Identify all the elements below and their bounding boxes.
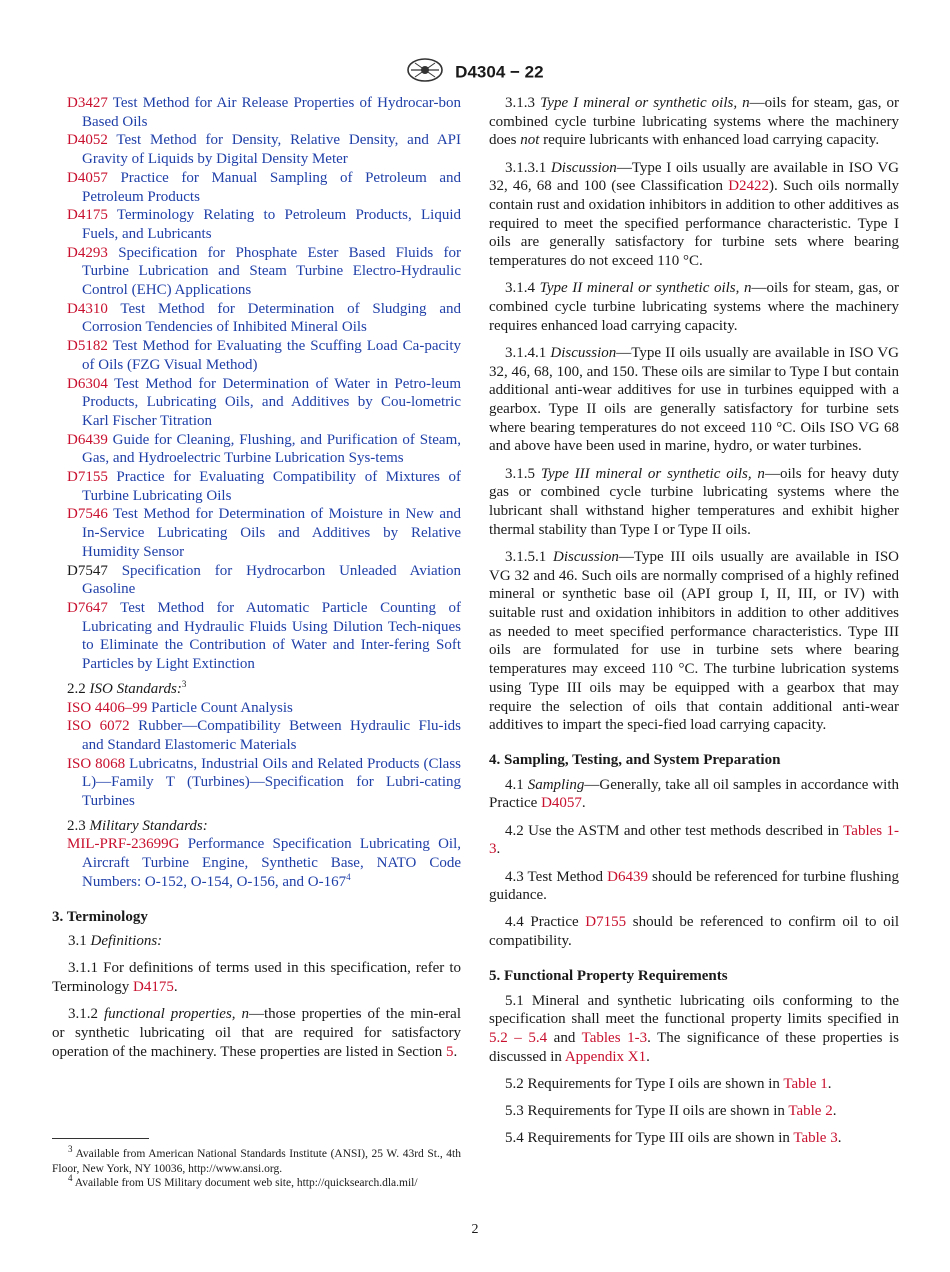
reference-title[interactable]: Test Method for Air Release Properties of Hydrocar-bon Based Oils <box>82 95 461 130</box>
reference-code[interactable]: D4310 <box>67 300 108 317</box>
reference-title[interactable]: Practice for Manual Sampling of Petroleum and Petroleum Products <box>82 169 461 205</box>
section-3-title: 3. Terminology <box>52 908 148 925</box>
table-link[interactable]: Tables 1-3 <box>489 822 899 858</box>
para-3-1-5: 3.1.5 Type III mineral or synthetic oils, n—oils for heavy duty gas or combined cycle turbine lubricating systems where the lubricant shall withstand higher temperatures and exhibit higher thermal stability than Type I or Type II oils. <box>489 465 900 538</box>
para-3-1-5-1: 3.1.5.1 Discussion—Type III oils usually are available in ISO VG 32 and 46. Such oils are normally comprised of a highly refined mineral or synthetic base oil (API group I, II, III, or IV) with suitable rust and oxidation inhibitors in addition to other additives as needed to meet specified performance characteristics. Type III oils are formulated for use in turbine sets where bearing temperatures may exceed 110 °C. The turbine lubrication systems using Type III oils may be equipped with a gearbox that may require the selection of oils that contain additional anti-wear additives to impart the speci-fied load carrying capacity. <box>489 548 899 734</box>
reference-item <box>52 835 461 891</box>
reference-title[interactable]: Particle Count Analysis <box>151 699 293 716</box>
iso-standards-heading: 2.2 ISO Standards:$^3$ <box>67 678 187 697</box>
reference-code: D7547 <box>67 562 108 579</box>
para-3-1-4-1: 3.1.4.1 Discussion—Type II oils usually are available in ISO VG 32, 46, 68, 100, and 150. These oils are similar to Type I but contain additional anti-wear additives for use in turbines equipped with a gearbox. Type II oils are generally satisfactory for turbine sets where bearing temperatures do not exceed 110 °C. Oils ISO VG 68 and above have been used in marine, hydro, or water turbines. <box>489 344 899 455</box>
footnote-divider <box>52 1138 149 1139</box>
reference-code[interactable]: ISO 4406–99 <box>67 699 148 716</box>
reference-code[interactable]: ISO 6072 <box>67 718 130 735</box>
reference-code[interactable]: D4052 <box>67 132 108 149</box>
reference-title[interactable]: Test Method for Determination of Water in Petro-leum Products, Lubricating Oils, and Additives by Cou-lometric Karl Fischer Titration <box>82 375 461 429</box>
ref-link[interactable]: D6439 <box>607 868 648 885</box>
reference-title[interactable]: Test Method for Determination of Sludging and Corrosion Tendencies of Inhibited Mineral Oils <box>82 300 462 336</box>
table-link[interactable]: Table 3 <box>793 1130 838 1147</box>
reference-item <box>52 699 461 718</box>
reference-item <box>52 300 461 337</box>
reference-item <box>52 131 461 168</box>
military-standards-heading: 2.3 Military Standards: <box>67 817 208 834</box>
ref-link[interactable]: D4057 <box>541 795 582 812</box>
table-link[interactable]: Tables 1-3 <box>581 1029 648 1046</box>
reference-code[interactable]: D4175 <box>67 207 108 224</box>
para-5-1: 5.1 Mineral and synthetic lubricating oils conforming to the specification shall meet the functional property limits specified in 5.2 – 5.4 and Tables 1-3. The significance of these properties is discussed in Appendix X1. <box>489 992 899 1065</box>
reference-code[interactable]: D7546 <box>67 506 108 523</box>
page-number: 2 <box>471 1222 479 1237</box>
right-column <box>489 94 899 1156</box>
reference-code[interactable]: MIL-PRF-23699G <box>67 836 180 853</box>
para-4-1: 4.1 Sampling—Generally, take all oil samples in accordance with Practice D4057. <box>489 776 899 812</box>
reference-code[interactable]: D7155 <box>67 469 108 486</box>
reference-item <box>52 505 461 561</box>
reference-item <box>52 337 461 374</box>
footnote: $^4$ Available from US Military document web site, http://quicksearch.dla.mil/ <box>68 1173 418 1189</box>
footnote-ref[interactable]: 4 <box>346 871 351 882</box>
reference-title[interactable]: Performance Specification Lubricating Oil, Aircraft Turbine Engine, Synthetic Base, NATO Code Numbers: O-152, O-154, O-156, and O-167 <box>82 836 461 890</box>
reference-item <box>52 599 461 674</box>
reference-item <box>52 206 461 243</box>
para-3-1-1: 3.1.1 For definitions of terms used in this specification, refer to Terminology D4175. <box>52 960 461 996</box>
reference-item <box>52 94 461 131</box>
para-4-2: 4.2 Use the ASTM and other test methods described in Tables 1-3. <box>489 822 899 858</box>
reference-item <box>52 375 461 431</box>
para-4-3: 4.3 Test Method D6439 should be referenced for turbine flushing guidance. <box>489 868 899 904</box>
reference-item <box>52 468 461 505</box>
para-3-1: 3.1 Definitions: <box>68 933 163 950</box>
reference-code[interactable]: ISO 8068 <box>67 755 126 772</box>
reference-code[interactable]: D4057 <box>67 169 108 186</box>
reference-title[interactable]: Practice for Evaluating Compatibility of Mixtures of Turbine Lubricating Oils <box>82 469 462 504</box>
para-3-1-4: 3.1.4 Type II mineral or synthetic oils, n—oils for steam, gas, or combined cycle turbine lubricating systems where the machinery requires enhanced load carrying capacity. <box>489 280 900 334</box>
reference-title[interactable]: Specification for Phosphate Ester Based Fluids for Turbine Lubrication and Steam Turbine Electro-Hydraulic Control (EHC) Applications <box>82 244 461 299</box>
table-link[interactable]: Table 2 <box>788 1103 833 1120</box>
reference-code[interactable]: D6439 <box>67 431 108 448</box>
table-link[interactable]: Table 1 <box>783 1075 828 1092</box>
reference-title[interactable]: Rubber—Compatibility Between Hydraulic Flu-ids and Standard Elastomeric Materials <box>82 718 462 753</box>
reference-code[interactable]: D4293 <box>67 244 108 261</box>
reference-title[interactable]: Test Method for Determination of Moisture in New and In-Service Lubricating Oils and Additives by Relative Humidity Sensor <box>82 506 461 560</box>
para-3-1-2: 3.1.2 functional properties, n—those properties of the min-eral or synthetic lubricating oil that are required for satisfactory operation of the machinery. These properties are listed in Section 5. <box>52 1006 462 1060</box>
document-designation: D4304 − 22 <box>455 62 544 82</box>
reference-item <box>52 562 461 599</box>
para-4-4: 4.4 Practice D7155 should be referenced to confirm oil to oil compatibility. <box>489 914 899 950</box>
reference-code[interactable]: D3427 <box>67 95 108 111</box>
astm-logo-icon <box>406 57 444 88</box>
para-5-2: 5.2 Requirements for Type I oils are shown in Table 1. <box>505 1075 832 1092</box>
ref-link[interactable]: D4175 <box>133 979 174 996</box>
reference-title[interactable]: Guide for Cleaning, Flushing, and Purification of Steam, Gas, and Hydroelectric Turbine Lubrication Sys-tems <box>82 431 461 467</box>
section-5-title: 5. Functional Property Requirements <box>489 967 728 984</box>
section-link[interactable]: 5.2 – 5.4 <box>489 1029 548 1046</box>
reference-title[interactable]: Test Method for Evaluating the Scuffing Load Ca-pacity of Oils (FZG Visual Method) <box>82 338 461 373</box>
reference-title[interactable]: Test Method for Automatic Particle Counting of Lubricating and Hydraulic Fluids Using Dilution Tech-niques to Eliminate the Contribution of Water and Inter-fering Soft Particles by Light Extinction <box>82 599 461 673</box>
left-column <box>52 94 461 1070</box>
section-link[interactable]: 5 <box>446 1043 454 1060</box>
reference-title[interactable]: Test Method for Density, Relative Density, and API Gravity of Liquids by Digital Density Meter <box>82 132 461 168</box>
para-3-1-3-1: 3.1.3.1 Discussion—Type I oils usually are available in ISO VG 32, 46, 68 and 100 (see Classification D2422). Such oils normally contain rust and oxidation inhibitors in addition to other additives as required to meet the specified performance characteristic. Type I oils are generally satisfactory for turbine sets where bearing temperatures do not exceed 110 °C. <box>489 159 900 270</box>
para-5-4: 5.4 Requirements for Type III oils are shown in Table 3. <box>505 1130 842 1147</box>
reference-code[interactable]: D5182 <box>67 338 108 355</box>
footnote: $^3$ Available from American National Standards Institute (ANSI), 25 W. 43rd St., 4th Floor, New York, NY 10036, http://www.ansi.org. <box>52 1144 461 1175</box>
appendix-link[interactable]: Appendix X1 <box>564 1048 647 1065</box>
reference-code[interactable]: D7647 <box>67 599 108 616</box>
iso-reference-list <box>52 699 461 811</box>
reference-title[interactable]: Specification for Hydrocarbon Unleaded Aviation Gasoline <box>82 562 461 598</box>
reference-item <box>52 431 461 468</box>
footnote-ref[interactable]: 3 <box>181 678 187 689</box>
para-3-1-3: 3.1.3 Type I mineral or synthetic oils, n—oils for steam, gas, or combined cycle turbine lubricating systems where the machinery does not require lubricants with enhanced load carrying capacity. <box>489 95 900 149</box>
para-5-3: 5.3 Requirements for Type II oils are shown in Table 2. <box>505 1103 837 1120</box>
reference-item <box>52 169 461 206</box>
ref-link[interactable]: D2422 <box>728 178 770 195</box>
reference-title[interactable]: Terminology Relating to Petroleum Products, Liquid Fuels, and Lubricants <box>82 207 461 242</box>
ref-link[interactable]: D7155 <box>585 914 627 931</box>
reference-item <box>52 717 461 754</box>
reference-code[interactable]: D6304 <box>67 375 108 392</box>
astm-reference-list <box>52 94 461 674</box>
page-header <box>0 57 950 88</box>
reference-item <box>52 755 461 811</box>
reference-title[interactable]: Lubricatns, Industrial Oils and Related Products (Class L)—Family T (Turbines)—Specification for Lubri-cating Turbines <box>82 755 462 810</box>
section-4-title: 4. Sampling, Testing, and System Preparation <box>489 752 781 768</box>
reference-item <box>52 244 461 300</box>
footnotes <box>52 1144 461 1191</box>
